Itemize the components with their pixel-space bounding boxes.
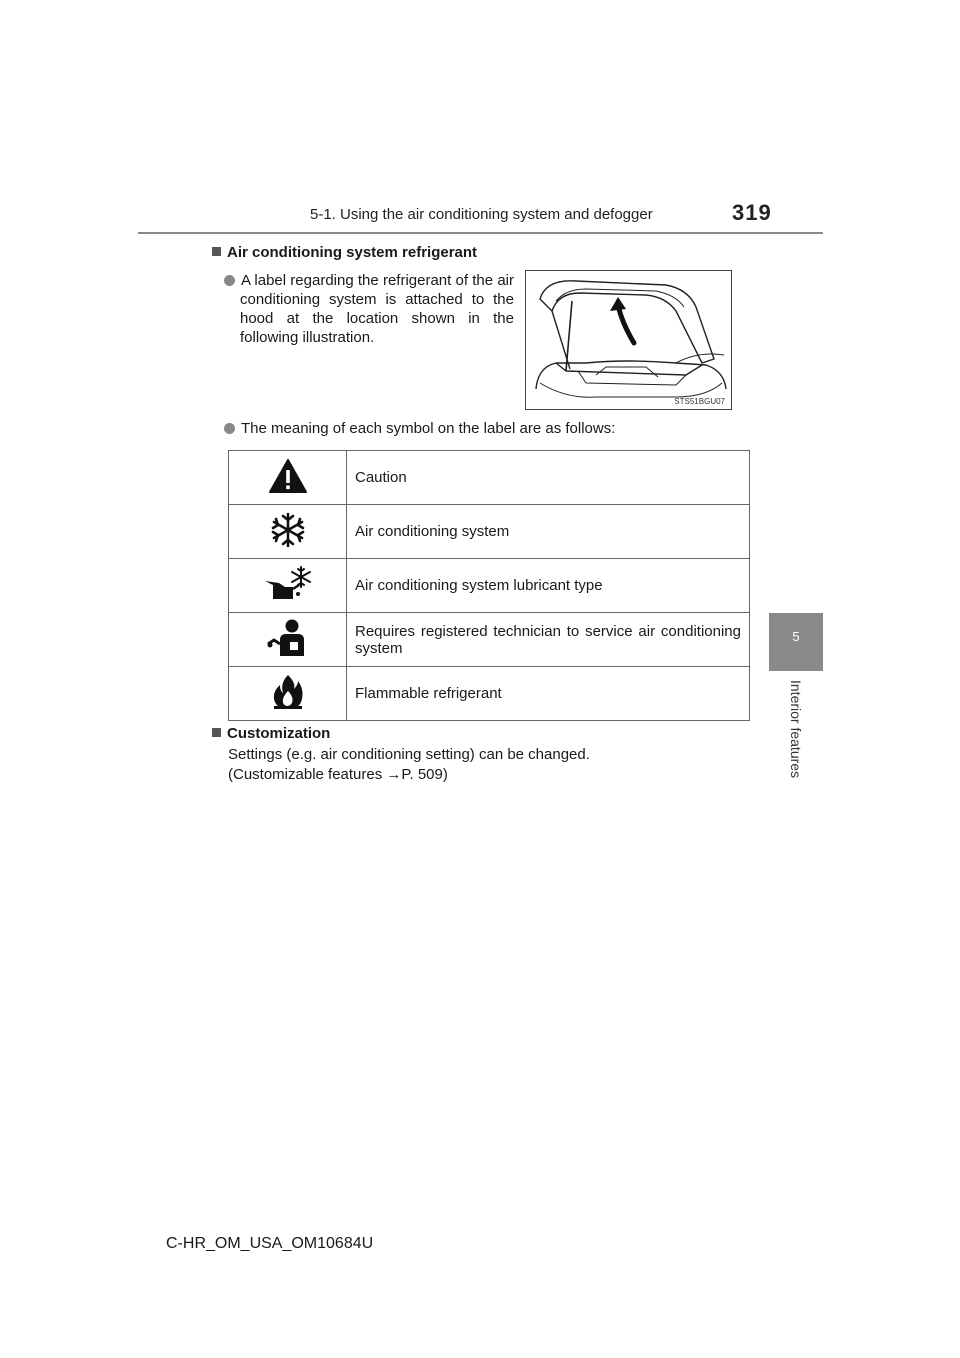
snowflake-icon bbox=[269, 511, 307, 549]
header-rule bbox=[138, 232, 823, 234]
symbol-description: Flammable refrigerant bbox=[347, 667, 750, 721]
symbol-cell bbox=[229, 451, 347, 505]
square-bullet-icon bbox=[212, 728, 221, 737]
symbol-cell bbox=[229, 613, 347, 667]
round-bullet-icon bbox=[224, 423, 235, 434]
symbol-table bbox=[228, 450, 750, 721]
open-hood-icon bbox=[526, 271, 731, 409]
figure-code: STS51BGU07 bbox=[674, 397, 725, 406]
table-row bbox=[229, 667, 750, 721]
hood-label-illustration bbox=[525, 270, 732, 410]
table-row bbox=[229, 505, 750, 559]
section-heading-customization: Customization bbox=[212, 725, 330, 742]
chapter-tab-label: Interior features bbox=[788, 680, 804, 779]
warning-triangle-icon bbox=[268, 458, 308, 494]
section-heading-refrigerant: Air conditioning system refrigerant bbox=[212, 244, 477, 261]
technician-icon bbox=[266, 618, 310, 658]
table-row bbox=[229, 451, 750, 505]
table-row bbox=[229, 559, 750, 613]
symbol-description: Caution bbox=[347, 451, 750, 505]
page-reference-link[interactable]: P. 509) bbox=[401, 766, 448, 783]
customization-text: Settings (e.g. air conditioning setting) can be changed. bbox=[228, 746, 590, 763]
symbol-description: Air conditioning system bbox=[347, 505, 750, 559]
square-bullet-icon bbox=[212, 247, 221, 256]
bullet-text: A label regarding the refrigerant of the air conditioning system is attached to the hood at the location shown in the following illustration. bbox=[240, 272, 514, 346]
symbol-description: Requires registered technician to service air conditioning system bbox=[347, 613, 750, 667]
symbol-cell bbox=[229, 505, 347, 559]
table-row bbox=[229, 613, 750, 667]
bullet-text: The meaning of each symbol on the label are as follows: bbox=[241, 420, 616, 437]
customization-reference: (Customizable features →P. 509) bbox=[228, 766, 448, 783]
document-code: C-HR_OM_USA_OM10684U bbox=[166, 1235, 374, 1252]
page-number: 319 bbox=[732, 200, 772, 225]
symbol-cell bbox=[229, 559, 347, 613]
bullet-symbol-meaning bbox=[224, 419, 615, 438]
symbol-cell bbox=[229, 667, 347, 721]
header-section-title: 5-1. Using the air conditioning system and defogger bbox=[310, 206, 653, 223]
symbol-description: Air conditioning system lubricant type bbox=[347, 559, 750, 613]
flame-icon bbox=[272, 673, 304, 711]
round-bullet-icon bbox=[224, 275, 235, 286]
bullet-label-location bbox=[224, 271, 514, 347]
oil-can-snowflake-icon bbox=[263, 565, 313, 603]
chapter-tab-number: 5 bbox=[792, 629, 800, 644]
arrow-right-icon: → bbox=[386, 766, 402, 783]
